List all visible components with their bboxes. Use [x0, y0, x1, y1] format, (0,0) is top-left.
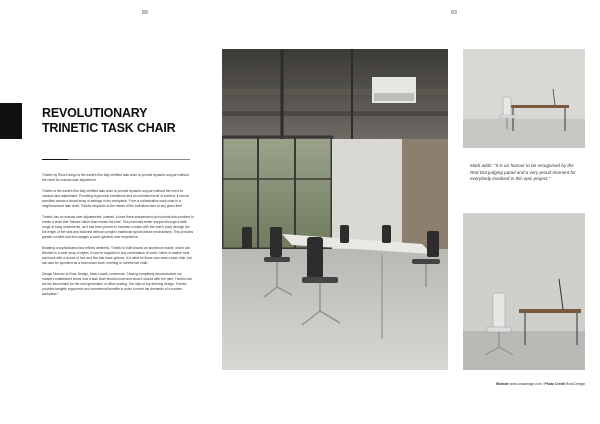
- page-number-left: 88: [142, 10, 149, 16]
- title-line-1: REVOLUTIONARY: [42, 106, 148, 120]
- main-office-photo: [222, 49, 448, 370]
- article-body: [42, 173, 194, 303]
- website-label: Website: [495, 382, 509, 386]
- title-rule: [68, 159, 190, 160]
- paragraph-5: Design Director at Ross Design, Mark Lowell, comments: "Having completely deconstructed our market's established views how a task chair should move and what it should offer the user, Trinetic has set the benchmark for the next generation of office seating. Our step of top steering design, Trinetic provides tangible ergonomic and commercial benefits in order to meet the demands of a modern workplace.": [42, 272, 192, 296]
- article-title: [42, 106, 212, 136]
- paragraph-4: Boasting a sophisticated and refined aesthetic, Trinetic is built around an aluminium cradle, which can finished in a wide array of styles. It can be supplied in any combination of mesh, fabric or leather seat and back with a choice of four and five star base options. It is ideal for those who want a task chair, but can also be specified as a touchdown work, meeting or conference chair.: [42, 246, 192, 265]
- website-value: www.rossdesign.com: [509, 382, 542, 386]
- title-line-2: TRINETIC TASK CHAIR: [42, 121, 176, 135]
- desk-chair-photo-bottom: [463, 213, 585, 370]
- paragraph-2: Trinetic is the world's first fully certified task chair to provide dynamic support without the need for manual user adjustment. Providing ergonomic excellence and an unrivalled level of comfort, it can be specified across a broad array of settings in the workplace. From a collaborative work chair to a neighbourhood task chair, Trinetic responds to the needs of the individual user at any given time.: [42, 189, 190, 208]
- photo-credit-label: Photo Credit: [544, 382, 565, 386]
- title-rule-accent: [42, 159, 68, 160]
- desk-chair-photo-top: [463, 49, 585, 148]
- paragraph-1: Trinetic by Ross Design is the world's first fully certified task chair to provide dynamic support without the need for manual user adjustment.: [42, 173, 189, 182]
- pull-quote: Mark adds: "It is an honour to be recognised by the Red Dot judging panel and a very proud moment for everybody involved in this epic project.": [470, 163, 576, 182]
- photo-credit-value: Ross Design: [565, 382, 585, 386]
- credit-separator: /: [541, 382, 545, 386]
- section-tab-marker: [0, 103, 22, 139]
- paragraph-3: Trinetic has no manual user adjustments. Instead, it uses three independent pivot points that combine to create a chair that 'follows' rather than resists the user. This promotes better support through a wide range of body movements, as it has been proven to increase contact with the user's body through the full length of the seat and backrest without complex traditional synchronised mechanisms. This provides greater comfort and encourages a more dynamic user experience.: [42, 215, 194, 239]
- page-number-right: 89: [451, 10, 458, 16]
- photo-credit-line: [465, 382, 585, 386]
